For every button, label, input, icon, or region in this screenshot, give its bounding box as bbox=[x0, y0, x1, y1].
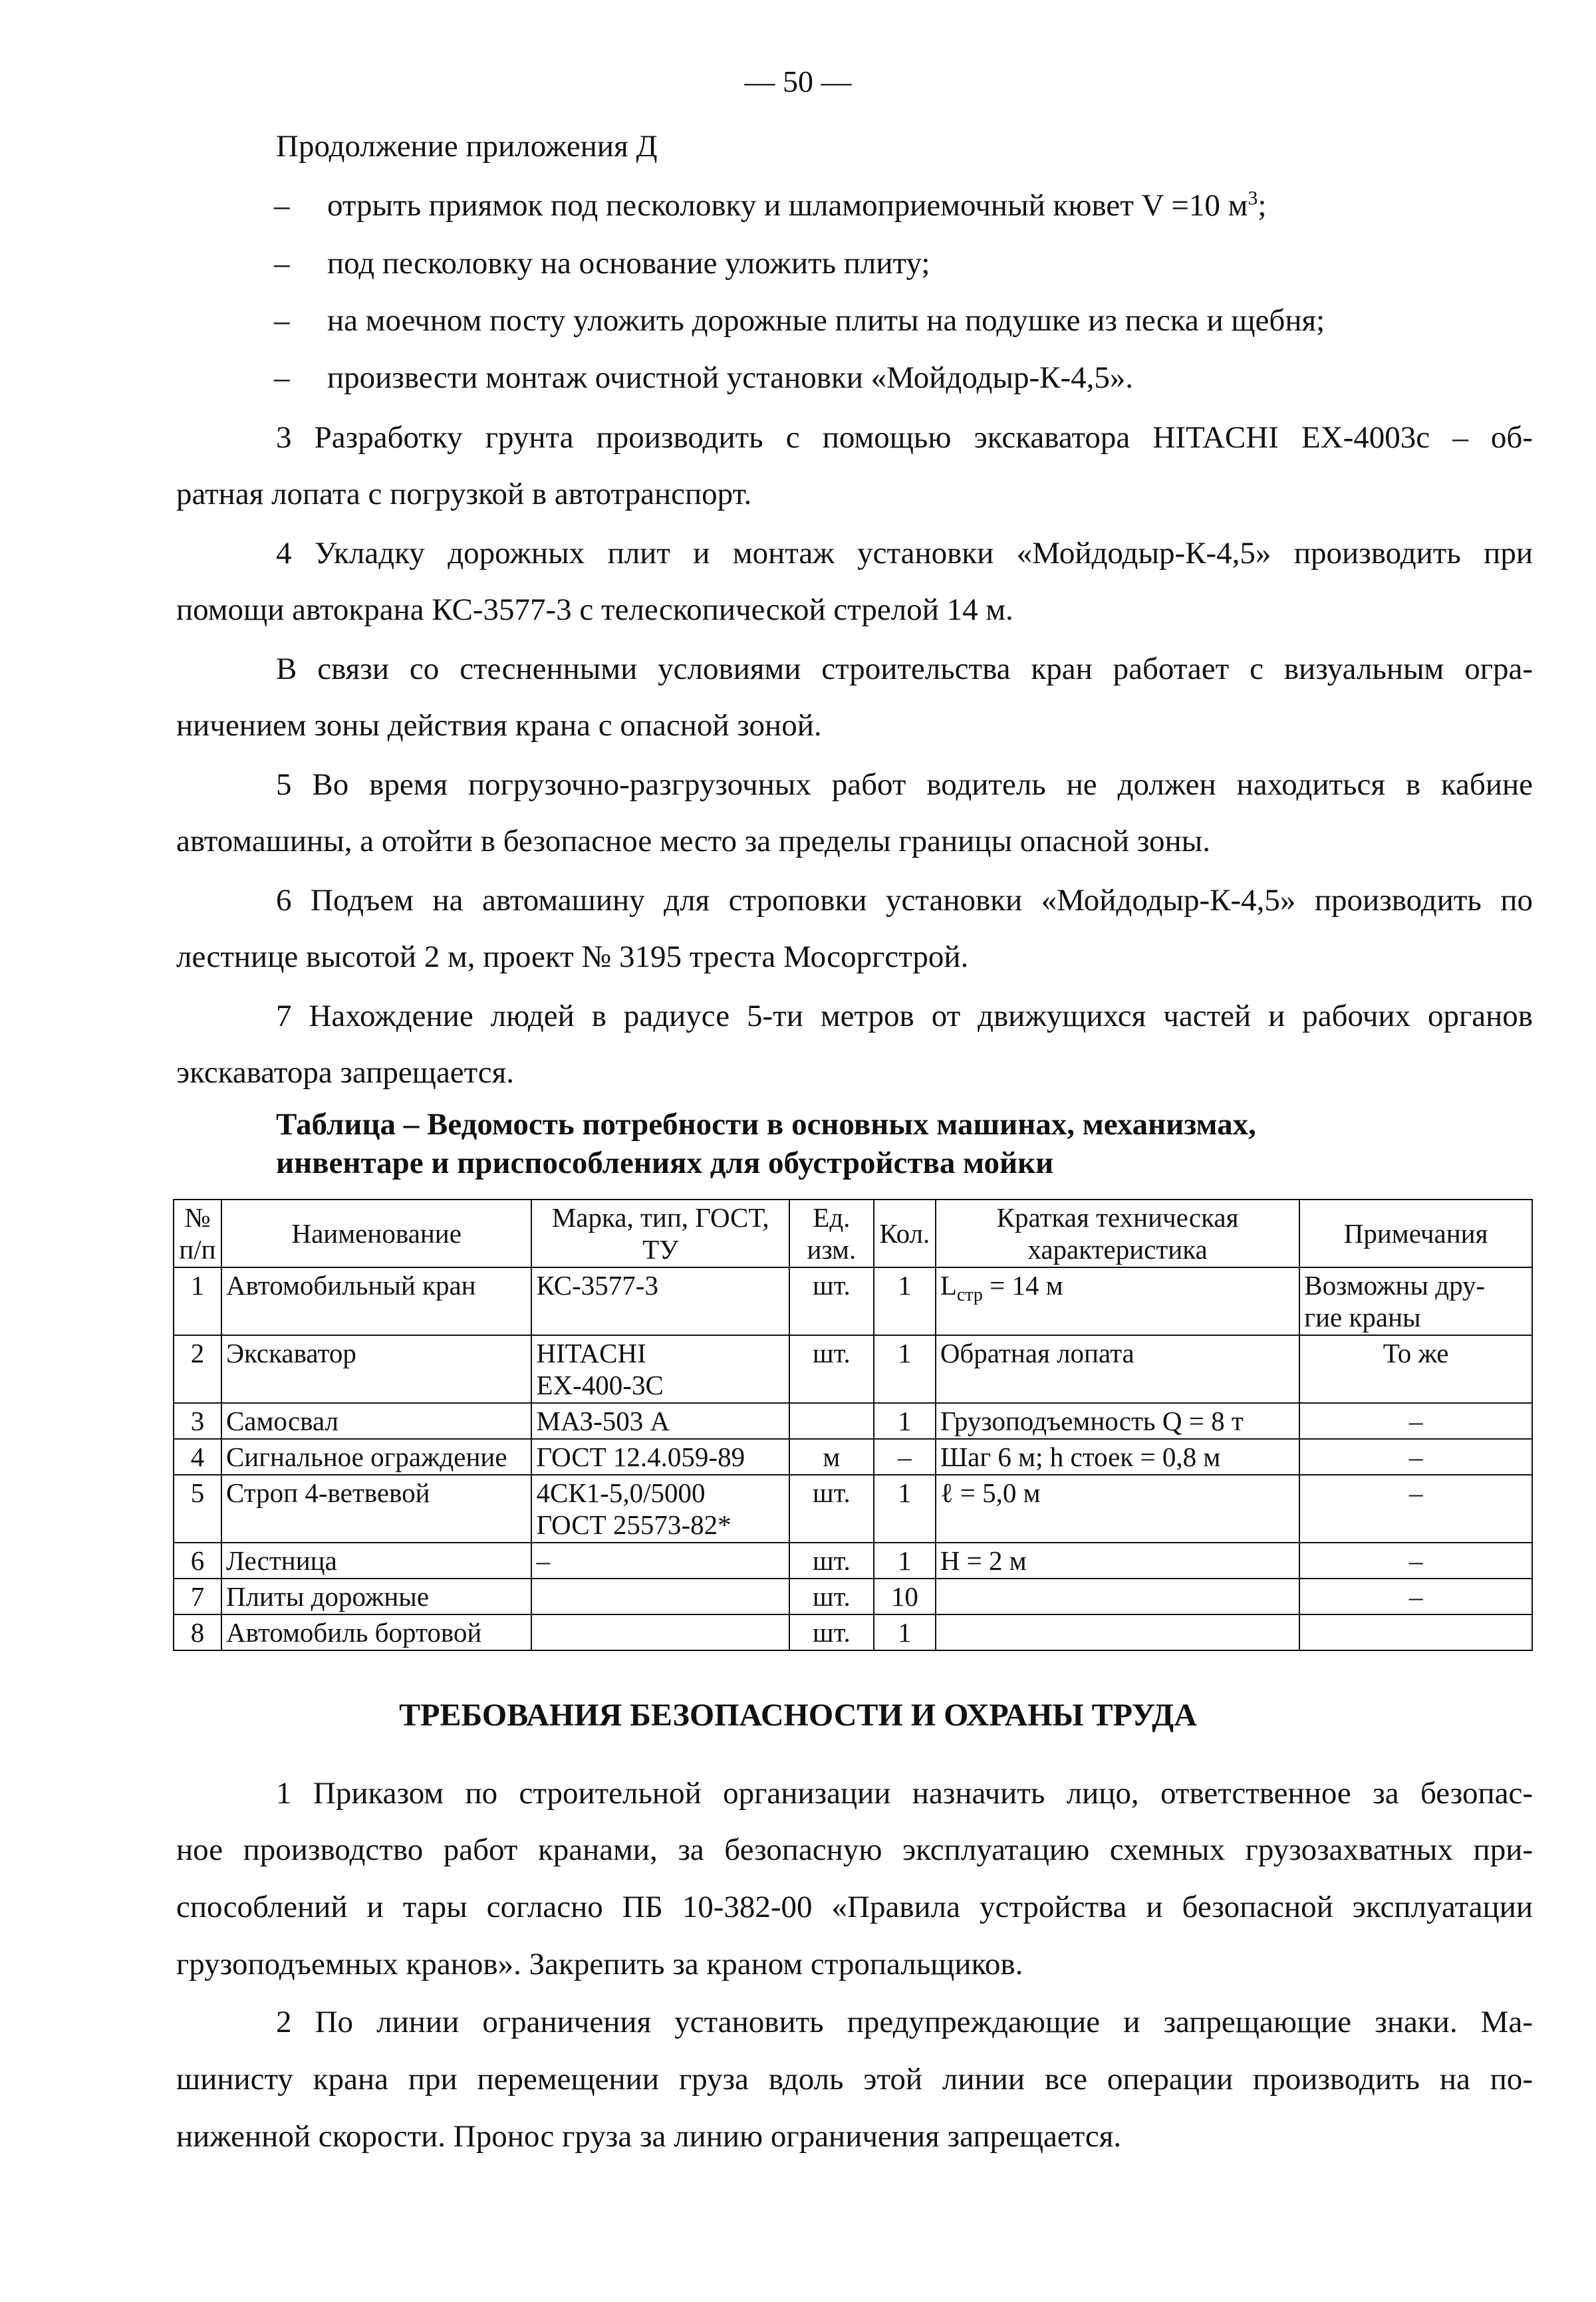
cell-qty: 1 bbox=[874, 1335, 936, 1403]
cell-num: 7 bbox=[174, 1579, 221, 1614]
cell-qty: 1 bbox=[874, 1614, 936, 1650]
cell-brand: КС-3577-3 bbox=[531, 1267, 789, 1335]
cell-unit: шт. bbox=[789, 1543, 874, 1579]
paragraph-7-line: экскаватора запрещается. bbox=[176, 1055, 515, 1090]
cell-num: 3 bbox=[174, 1403, 221, 1439]
paragraph-3-line: ратная лопата с погрузкой в автотранспорт. bbox=[176, 477, 752, 511]
table-row bbox=[174, 1267, 1532, 1335]
header-brand: Марка, тип, ГОСТ, ТУ bbox=[531, 1200, 789, 1267]
cell-spec: H = 2 м bbox=[936, 1543, 1299, 1579]
header-spec: Краткая техническая характеристика bbox=[936, 1200, 1299, 1267]
cell-unit: шт. bbox=[789, 1579, 874, 1614]
cell-spec: Грузоподъемность Q = 8 т bbox=[936, 1403, 1299, 1439]
cell-brand bbox=[531, 1579, 789, 1614]
cell-num: 2 bbox=[174, 1335, 221, 1403]
section-title: ТРЕБОВАНИЯ БЕЗОПАСНОСТИ И ОХРАНЫ ТРУДА bbox=[399, 1698, 1197, 1733]
bullet-dash: – bbox=[274, 188, 290, 223]
cell-unit bbox=[789, 1403, 874, 1439]
table-row bbox=[174, 1614, 1532, 1650]
cell-name: Плиты дорожные bbox=[221, 1579, 532, 1614]
cell-spec bbox=[936, 1614, 1299, 1650]
cell-spec: $L_{стр} = 14$ м bbox=[936, 1267, 1299, 1335]
cell-qty: 1 bbox=[874, 1403, 936, 1439]
paragraph-4-line: 4 Укладку дорожных плит и монтаж установки «Мойдодыр-К-4,5» производить при bbox=[276, 536, 1533, 571]
cell-qty: 10 bbox=[874, 1579, 936, 1614]
cell-num: 5 bbox=[174, 1475, 221, 1543]
paragraph-4b-line: ничением зоны действия крана с опасной зоной. bbox=[176, 708, 822, 743]
table-row bbox=[174, 1439, 1532, 1475]
safety-2-line: шинисту крана при перемещении груза вдоль этой линии все операции производить на по- bbox=[176, 2062, 1533, 2097]
bullet-item: под песколовку на основание уложить плиту; bbox=[327, 246, 930, 281]
cell-brand: – bbox=[531, 1543, 789, 1579]
cell-num: 8 bbox=[174, 1614, 221, 1650]
paragraph-5-line: автомашины, а отойти в безопасное место за пределы границы опасной зоны. bbox=[176, 824, 1210, 858]
cell-note: – bbox=[1299, 1403, 1532, 1439]
cell-num: 4 bbox=[174, 1439, 221, 1475]
cell-name: Экскаватор bbox=[221, 1335, 532, 1403]
cell-brand: ГОСТ 12.4.059-89 bbox=[531, 1439, 789, 1475]
paragraph-4-line: помощи автокрана КС-3577-3 с телескопической стрелой 14 м. bbox=[176, 592, 1013, 627]
bullet-item: произвести монтаж очистной установки «Мойдодыр-К-4,5». bbox=[327, 360, 1134, 395]
cell-brand: HITACHI EX-400-3C bbox=[531, 1335, 789, 1403]
cell-unit: м bbox=[789, 1439, 874, 1475]
cell-name: Лестница bbox=[221, 1543, 532, 1579]
cell-unit: шт. bbox=[789, 1267, 874, 1335]
page-number: — 50 — bbox=[744, 64, 852, 98]
table-caption: Таблица – Ведомость потребности в основных машинах, механизмах, инвентаре и приспособлениях для обустройства мойки bbox=[276, 1107, 1256, 1180]
cell-qty: 1 bbox=[874, 1475, 936, 1543]
cell-brand: МАЗ-503 А bbox=[531, 1403, 789, 1439]
cell-note bbox=[1299, 1614, 1532, 1650]
header-name: Наименование bbox=[221, 1200, 532, 1267]
cell-spec: Шаг 6 м; h стоек = 0,8 м bbox=[936, 1439, 1299, 1475]
cell-note: То же bbox=[1299, 1335, 1532, 1403]
cell-brand: 4СК1-5,0/5000 ГОСТ 25573-82* bbox=[531, 1475, 789, 1543]
cell-spec bbox=[936, 1579, 1299, 1614]
paragraph-3-line: 3 Разработку грунта производить с помощью экскаватора HITACHI EX-4003c – об- bbox=[276, 420, 1533, 455]
table-row bbox=[174, 1335, 1532, 1403]
cell-unit: шт. bbox=[789, 1475, 874, 1543]
cell-note: – bbox=[1299, 1439, 1532, 1475]
safety-2-line: ниженной скорости. Пронос груза за линию ограничения запрещается. bbox=[176, 2119, 1122, 2154]
cell-name: Строп 4-ветвевой bbox=[221, 1475, 532, 1543]
safety-1-line: грузоподъемных кранов». Закрепить за краном стропальщиков. bbox=[176, 1947, 1023, 1982]
safety-2-line: 2 По линии ограничения установить предупреждающие и запрещающие знаки. Ма- bbox=[276, 2005, 1533, 2039]
safety-1-line: способлений и тары согласно ПБ 10-382-00 «Правила устройства и безопасной эксплуатации bbox=[176, 1890, 1533, 1924]
cell-name: Автомобиль бортовой bbox=[221, 1614, 532, 1650]
safety-1-line: 1 Приказом по строительной организации назначить лицо, ответственное за безопас- bbox=[276, 1776, 1533, 1811]
paragraph-7-line: 7 Нахождение людей в радиусе 5-ти метров от движущихся частей и рабочих органов bbox=[276, 999, 1533, 1033]
header-unit: Ед. изм. bbox=[789, 1200, 874, 1267]
cell-qty: 1 bbox=[874, 1267, 936, 1335]
bullet-item: отрыть приямок под песколовку и шламоприемочный кювет V =10 $м^3$; bbox=[327, 187, 1267, 223]
cell-spec: Обратная лопата bbox=[936, 1335, 1299, 1403]
continuation-heading: Продолжение приложения Д bbox=[276, 129, 658, 164]
cell-name: Самосвал bbox=[221, 1403, 532, 1439]
cell-brand bbox=[531, 1614, 789, 1650]
cell-unit: шт. bbox=[789, 1335, 874, 1403]
cell-qty: 1 bbox=[874, 1543, 936, 1579]
table-header-row bbox=[174, 1200, 1532, 1267]
cell-note: – bbox=[1299, 1543, 1532, 1579]
cell-qty: – bbox=[874, 1439, 936, 1475]
safety-1-line: ное производство работ кранами, за безопасную эксплуатацию схемных грузозахватных при- bbox=[176, 1833, 1533, 1867]
bullet-dash: – bbox=[274, 303, 290, 338]
table-row bbox=[174, 1403, 1532, 1439]
cell-spec: ℓ = 5,0 м bbox=[936, 1475, 1299, 1543]
equipment-table bbox=[173, 1199, 1533, 1651]
paragraph-4b-line: В связи со стесненными условиями строительства кран работает с визуальным огра- bbox=[276, 652, 1533, 686]
table-row bbox=[174, 1475, 1532, 1543]
bullet-dash: – bbox=[274, 246, 290, 281]
cell-num: 1 bbox=[174, 1267, 221, 1335]
header-note: Примечания bbox=[1299, 1200, 1532, 1267]
cell-note: – bbox=[1299, 1475, 1532, 1543]
paragraph-6-line: 6 Подъем на автомашину для строповки установки «Мойдодыр-К-4,5» производить по bbox=[276, 883, 1533, 918]
cell-note: – bbox=[1299, 1579, 1532, 1614]
bullet-dash: – bbox=[274, 360, 290, 395]
cell-name: Сигнальное ограждение bbox=[221, 1439, 532, 1475]
bullet-item: на моечном посту уложить дорожные плиты на подушке из песка и щебня; bbox=[327, 303, 1325, 338]
paragraph-5-line: 5 Во время погрузочно-разгрузочных работ водитель не должен находиться в кабине bbox=[276, 767, 1533, 802]
cell-note: Возможны дру- гие краны bbox=[1299, 1267, 1532, 1335]
table-row bbox=[174, 1543, 1532, 1579]
header-num: № п/п bbox=[174, 1200, 221, 1267]
cell-name: Автомобильный кран bbox=[221, 1267, 532, 1335]
paragraph-6-line: лестнице высотой 2 м, проект № 3195 треста Мосоргстрой. bbox=[176, 940, 969, 974]
cell-num: 6 bbox=[174, 1543, 221, 1579]
header-qty: Кол. bbox=[874, 1200, 936, 1267]
table-row bbox=[174, 1579, 1532, 1614]
cell-unit: шт. bbox=[789, 1614, 874, 1650]
